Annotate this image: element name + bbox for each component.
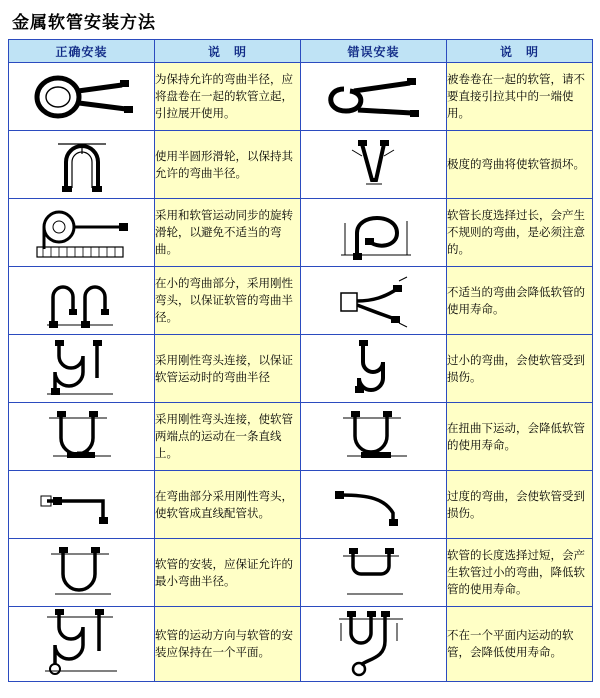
desc-correct: 采用和软管运动同步的旋转滑轮，以避免不适当的弯曲。 bbox=[155, 199, 301, 267]
table-row bbox=[9, 267, 593, 335]
figure-correct-coiled-hose-standing-reel bbox=[9, 63, 155, 131]
table-header-row bbox=[9, 40, 593, 63]
header-correct-install: 正确安装 bbox=[9, 40, 155, 63]
figure-wrong-too-small-bend-radius-s-shape bbox=[301, 335, 447, 403]
table-row bbox=[9, 199, 593, 267]
figure-correct-hose-on-rotating-pulley-with-chain bbox=[9, 199, 155, 267]
figure-wrong-hose-too-long-square-bend bbox=[301, 539, 447, 607]
desc-wrong: 在扭曲下运动，会降低软管的使用寿命。 bbox=[447, 403, 593, 471]
desc-wrong: 过小的弯曲，会使软管受到损伤。 bbox=[447, 335, 593, 403]
desc-wrong: 极度的弯曲将使软管损坏。 bbox=[447, 131, 593, 199]
desc-wrong: 过度的弯曲，会使软管受到损伤。 bbox=[447, 471, 593, 539]
table-row bbox=[9, 131, 593, 199]
desc-wrong: 不在一个平面内运动的软管，会降低使用寿命。 bbox=[447, 607, 593, 682]
desc-correct: 软管的安装，应保证允许的最小弯曲半径。 bbox=[155, 539, 301, 607]
table-row bbox=[9, 471, 593, 539]
table-row bbox=[9, 607, 593, 682]
figure-correct-hose-motion-same-plane bbox=[9, 607, 155, 682]
figure-correct-hose-minimum-bend-radius-u bbox=[9, 539, 155, 607]
figure-wrong-coiled-hose-pulled-one-end bbox=[301, 63, 447, 131]
figure-wrong-excessive-bend-at-connector bbox=[301, 471, 447, 539]
desc-correct: 为保持允许的弯曲半径，应将盘卷在一起的软管立起，引拉展开使用。 bbox=[155, 63, 301, 131]
figure-wrong-hose-too-long-irregular-bend bbox=[301, 199, 447, 267]
figure-correct-rigid-elbow-at-small-bend bbox=[9, 267, 155, 335]
header-wrong-desc: 说 明 bbox=[447, 40, 593, 63]
header-wrong-install: 错误安装 bbox=[301, 40, 447, 63]
header-correct-desc: 说 明 bbox=[155, 40, 301, 63]
desc-correct: 采用刚性弯头连接，使软管两端点的运动在一条直线上。 bbox=[155, 403, 301, 471]
desc-correct: 软管的运动方向与软管的安装应保持在一个平面。 bbox=[155, 607, 301, 682]
desc-correct: 使用半圆形滑轮，以保持其允许的弯曲半径。 bbox=[155, 131, 301, 199]
table-row bbox=[9, 539, 593, 607]
desc-correct: 在小的弯曲部分，采用刚性弯头，以保证软管的弯曲半径。 bbox=[155, 267, 301, 335]
table-row bbox=[9, 335, 593, 403]
figure-wrong-hose-sharp-v-bend bbox=[301, 131, 447, 199]
hose-installation-table bbox=[8, 39, 593, 682]
desc-wrong: 被卷卷在一起的软管，请不要直接引拉其中的一端使用。 bbox=[447, 63, 593, 131]
figure-wrong-hose-motion-out-of-plane bbox=[301, 607, 447, 682]
figure-correct-hose-over-semicircular-guide-pulley bbox=[9, 131, 155, 199]
figure-correct-rigid-elbow-straight-pipe-layout bbox=[9, 471, 155, 539]
desc-correct: 在弯曲部分采用刚性弯头，使软管成直线配管状。 bbox=[155, 471, 301, 539]
table-row bbox=[9, 63, 593, 131]
desc-wrong: 软管的长度选择过短，会产生软管过小的弯曲，降低软管的使用寿命。 bbox=[447, 539, 593, 607]
desc-correct: 采用刚性弯头连接，以保证软管运动时的弯曲半径 bbox=[155, 335, 301, 403]
figure-wrong-improper-bend-at-fitting bbox=[301, 267, 447, 335]
figure-wrong-twisted-u-hose-motion bbox=[301, 403, 447, 471]
desc-wrong: 软管长度选择过长，会产生不规则的弯曲，是必须注意的。 bbox=[447, 199, 593, 267]
table-row bbox=[9, 403, 593, 471]
desc-wrong: 不适当的弯曲会降低软管的使用寿命。 bbox=[447, 267, 593, 335]
page-title: 金属软管安装方法 bbox=[12, 13, 156, 33]
figure-correct-rigid-elbow-connection-u-bend bbox=[9, 335, 155, 403]
figure-correct-rigid-elbow-straight-line-motion bbox=[9, 403, 155, 471]
